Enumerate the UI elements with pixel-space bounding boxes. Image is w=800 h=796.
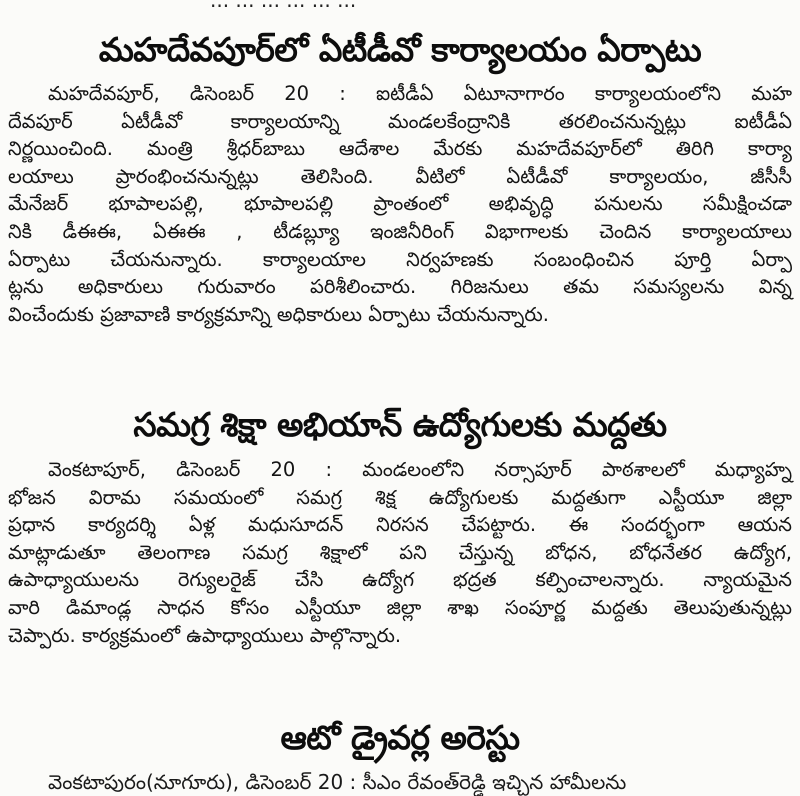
story2-line: వారి డిమాండ్ల సాధన కోసం ఎస్టీయూ జిల్లా శాఖ సంపూర్ణ మద్దతు తెలుపుతున్నట్లు [8,595,792,619]
story1-line: దేవపూర్ ఏటీడీవో కార్యాలయాన్ని మండలకేంద్రానికి తరలించనున్నట్లు ఐటీడీఏ [8,109,792,133]
story2-line: వెంకటాపూర్, డిసెంబర్ 20 : మండలంలోని నర్సాపూర్ పాఠశాలలో మధ్యాహ్న [48,458,792,481]
story1-line: లయాలు ప్రారంభించనున్నట్లు తెలిసింది. వీటిలో ఏటీడీవో కార్యాలయం, జీసీసీ [8,164,792,188]
story2-line: ఉపాధ్యాయులను రెగ్యులరైజ్ చేసి ఉద్యోగ భద్రత కల్పించాలన్నారు. న్యాయమైన [8,568,792,592]
story1-line: ఏర్పాటు చేయనున్నారు. కార్యాలయాల నిర్వహణకు సంబంధించిన పూర్తి ఏర్పా [8,247,792,271]
story1-line: మహదేవపూర్, డిసెంబర్ 20 : ఐటీడీఏ ఏటూనాగారం కార్యాలయంలోని మహ [48,82,792,105]
story2-line: ప్రధాన కార్యదర్శి ఏళ్ల మధుసూదన్ నిరసన చేపట్టారు. ఈ సందర్భంగా ఆయన [8,513,792,537]
story2-line: చెప్పారు. కార్యక్రమంలో ఉపాధ్యాయులు పాల్గొన్నారు. [8,623,402,647]
story3-headline: ఆటో డ్రైవర్ల అరెస్టు [280,718,520,757]
story1-body [8,80,792,328]
cut-off-top-line: ... ... ... ... ... ... [210,0,357,12]
story2-body [8,456,792,649]
story1-line: వించేందుకు ప్రజావాణి కార్యక్రమాన్ని అధికారులు ఏర్పాటు చేయనున్నారు. [8,302,549,326]
story2-headline: సమగ్ర శిక్షా అభియాన్ ఉద్యోగులకు మద్దతు [133,405,667,444]
cut-off-bottom-line: వెంకటాపురం(నూగూరు), డిసెంబర్ 20 : సీఎం రేవంత్‌రెడ్డి ఇచ్చిన హామీలను [48,770,627,794]
story1-line: మేనేజర్ భూపాలపల్లి, భూపాలపల్లి ప్రాంతంలో అభివృద్ధి పనులను సమీక్షించడా [8,192,792,216]
story1-headline: మహదేవపూర్‌లో ఏటీడీవో కార్యాలయం ఏర్పాటు [98,30,702,69]
story2-line: మాట్లాడుతూ తెలంగాణ సమగ్ర శిక్షాలో పని చేస్తున్న బోధన, బోధనేతర ఉద్యోగ, [8,540,792,564]
story2-line: భోజన విరామ సమయంలో సమగ్ర శిక్ష ఉద్యోగులకు మద్దతుగా ఎస్టీయూ జిల్లా [8,485,792,509]
story1-line: నిర్ణయించింది. మంత్రి శ్రీధర్‌బాబు ఆదేశాల మేరకు మహదేవపూర్‌లో తిరిగి కార్యా [8,137,792,161]
story1-line: ట్లను అధికారులు గురువారం పరిశీలించారు. గిరిజనులు తమ సమస్యలను విన్న [8,275,792,299]
story1-line: నికి డీఈఈ, ఏఈఈ , టీడబ్ల్యూ ఇంజినీరింగ్ విభాగాలకు చెందిన కార్యాలయాలు [8,219,792,243]
